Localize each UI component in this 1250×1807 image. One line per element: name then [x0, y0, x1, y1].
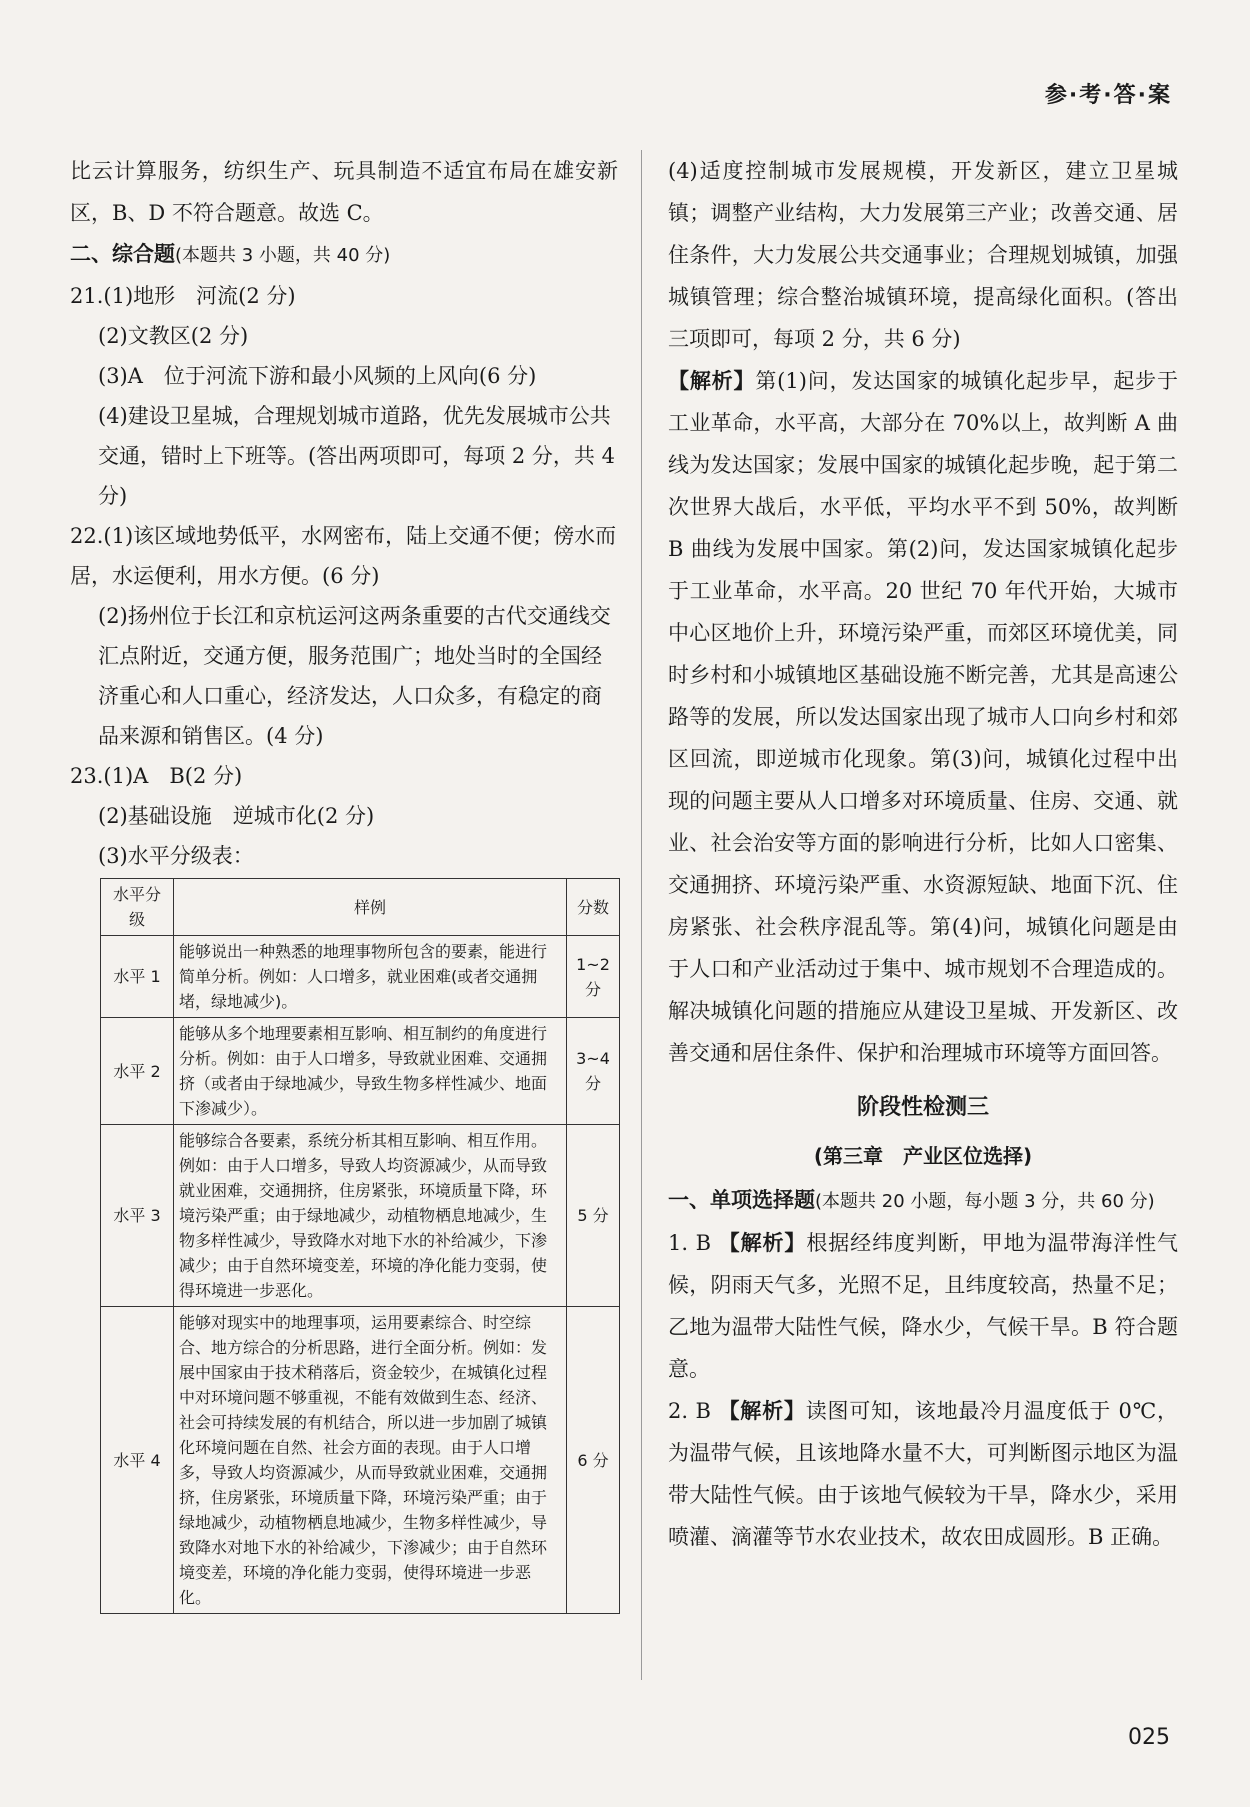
- intro-paragraph: 比云计算服务，纺织生产、玩具制造不适宜布局在雄安新区，B、D 不符合题意。故选 C。: [70, 159, 618, 225]
- q23-number: 23.: [70, 764, 104, 788]
- q21-item-2: (2)文教区(2 分): [98, 324, 249, 348]
- right-column: [668, 150, 1178, 1558]
- table-cell-level: 水平 1: [101, 936, 174, 1018]
- level-table: [100, 878, 620, 1614]
- table-row: [101, 1125, 620, 1307]
- table-header-example: 样例: [174, 879, 567, 936]
- table-cell-desc: 能够从多个地理要素相互影响、相互制约的角度进行分析。例如：由于人口增多，导致就业困难、交通拥挤（或者由于绿地减少，导致生物多样性减少、地面下渗减少）。: [174, 1018, 567, 1125]
- section-2-heading: [70, 234, 618, 276]
- table-cell-level: 水平 3: [101, 1125, 174, 1307]
- table-row: [101, 936, 620, 1018]
- answer-1-text: 根据经纬度判断，甲地为温带海洋性气候，阴雨天气多，光照不足，且纬度较高，热量不足；乙地为温带大陆性气候，降水少，气候干旱。B 符合题意。: [668, 1231, 1178, 1381]
- q23-item-2: (2)基础设施 逆城市化(2 分): [98, 804, 375, 828]
- q21-number: 21.: [70, 284, 104, 308]
- table-cell-desc: 能够说出一种熟悉的地理事物所包含的要素，能进行简单分析。例如：人口增多，就业困难(或者交通拥堵，绿地减少)。: [174, 936, 567, 1018]
- analysis-label: 【解析】: [668, 368, 756, 393]
- q21-item-3: (3)A 位于河流下游和最小风频的上风向(6 分): [98, 364, 537, 388]
- stage-title: 阶段性检测三: [856, 1095, 989, 1120]
- section-2-note: (本题共 3 小题，共 40 分): [175, 245, 391, 266]
- q22-number: 22.: [70, 524, 104, 548]
- section-1-heading: [668, 1180, 1178, 1222]
- answer-2-text: 读图可知，该地最冷月温度低于 0℃，为温带气候，且该地降水量不大，可判断图示地区为温带大陆性气候。由于该地气候较为干旱，降水少，采用喷灌、滴灌等节水农业技术，故农田成圆形。B 正确。: [668, 1399, 1179, 1549]
- section-1-note: (本题共 20 小题，每小题 3 分，共 60 分): [815, 1191, 1155, 1212]
- table-header-score: 分数: [567, 879, 620, 936]
- table-cell-score: 5 分: [567, 1125, 620, 1307]
- table-row: [101, 1018, 620, 1125]
- page-header: 参·考·答·案: [1044, 83, 1172, 108]
- stage-subtitle: (第三章 产业区位选择): [813, 1144, 1033, 1168]
- answer-2-label: 【解析】: [718, 1398, 806, 1423]
- table-header-level: 水平分级: [101, 879, 174, 936]
- table-cell-score: 1~2 分: [567, 936, 620, 1018]
- table-cell-desc: 能够综合各要素，系统分析其相互影响、相互作用。例如：由于人口增多，导致人均资源减少，从而导致就业困难，交通拥挤，住房紧张，环境质量下降，环境污染严重；由于绿地减少，动植物栖息地减少，生物多样性减少，导致降水对地下水的补给减少，下渗减少；由于自然环境变差，环境的净化能力变弱，使得环境进一步恶化。: [174, 1125, 567, 1307]
- table-cell-score: 6 分: [567, 1307, 620, 1614]
- answer-1-prefix: 1. B: [668, 1231, 712, 1255]
- column-divider: [641, 150, 642, 1680]
- table-cell-level: 水平 4: [101, 1307, 174, 1614]
- q22-item-2: (2)扬州位于长江和京杭运河这两条重要的古代交通线交汇点附近，交通方便，服务范围广；地处当时的全国经济重心和人口重心，经济发达，人口众多，有稳定的商品来源和销售区。(4 分): [98, 604, 611, 748]
- table-cell-level: 水平 2: [101, 1018, 174, 1125]
- q23-item-4: (4)适度控制城市发展规模，开发新区，建立卫星城镇；调整产业结构，大力发展第三产业；改善交通、居住条件，大力发展公共交通事业；合理规划城镇，加强城镇管理；综合整治城镇环境，提高绿化面积。(答出三项即可，每项 2 分，共 6 分): [668, 159, 1178, 351]
- analysis-text: 第(1)问，发达国家的城镇化起步早，起步于工业革命，水平高，大部分在 70%以上，故判断 A 曲线为发达国家；发展中国家的城镇化起步晚，起于第二次世界大战后，水平低，平均水平不到 50%，故判断 B 曲线为发展中国家。第(2)问，发达国家城镇化起步于工业革命，水平高。20 世纪 70 年代开始，大城市中心区地价上升，环境污染严重，而郊区环境优美，同时乡村和小城镇地区基础设施不断完善，尤其是高速公路等的发展，所以发达国家出现了城市人口向乡村和郊区回流，即逆城市化现象。第(3)问，城镇化过程中出现的问题主要从人口增多对环境质量、住房、交通、就业、社会治安等方面的影响进行分析，比如人口密集、交通拥挤、环境污染严重、水资源短缺、地面下沉、住房紧张、社会秩序混乱等。第(4)问，城镇化问题是由于人口和产业活动过于集中、城市规划不合理造成的。解决城镇化问题的措施应从建设卫星城、开发新区、改善交通和居住条件、保护和治理城市环境等方面回答。: [668, 369, 1179, 1065]
- page-number: 025: [1128, 1725, 1170, 1750]
- q23-item-3: (3)水平分级表：: [98, 844, 254, 868]
- q23-item-1: 23.(1)A B(2 分): [70, 764, 243, 788]
- table-row: [101, 1307, 620, 1614]
- table-cell-desc: 能够对现实中的地理事项，运用要素综合、时空综合、地方综合的分析思路，进行全面分析。例如：发展中国家由于技术稍落后，资金较少，在城镇化过程中对环境问题不够重视，不能有效做到生态、经济、社会可持续发展的有机结合，所以进一步加剧了城镇化环境问题在自然、社会方面的表现。由于人口增多，导致人均资源减少，从而导致就业困难，交通拥挤，住房紧张，环境质量下降，环境污染严重；由于绿地减少，动植物栖息地减少，生物多样性减少，导致降水对地下水的补给减少，下渗减少；由于自然环境变差，环境的净化能力变弱，使得环境进一步恶化。: [174, 1307, 567, 1614]
- q22-item-1: 22.(1)该区域地势低平，水网密布，陆上交通不便；傍水而居，水运便利，用水方便。(6 分): [70, 524, 617, 588]
- answer-1-label: 【解析】: [718, 1230, 807, 1255]
- q21-item-4: (4)建设卫星城，合理规划城市道路，优先发展城市公共交通，错时上下班等。(答出两项即可，每项 2 分，共 4 分): [98, 404, 615, 508]
- analysis-paragraph: [668, 360, 1178, 1074]
- table-header-row: [101, 879, 620, 936]
- section-1-title: 一、单项选择题: [668, 1188, 815, 1212]
- answer-1: [668, 1222, 1178, 1390]
- q21-item-1: 21.(1)地形 河流(2 分): [70, 284, 296, 308]
- table-cell-score: 3~4 分: [567, 1018, 620, 1125]
- left-column: [70, 150, 618, 1614]
- section-2-title: 二、综合题: [70, 242, 175, 266]
- answer-2: [668, 1390, 1178, 1558]
- answer-2-prefix: 2. B: [668, 1399, 711, 1423]
